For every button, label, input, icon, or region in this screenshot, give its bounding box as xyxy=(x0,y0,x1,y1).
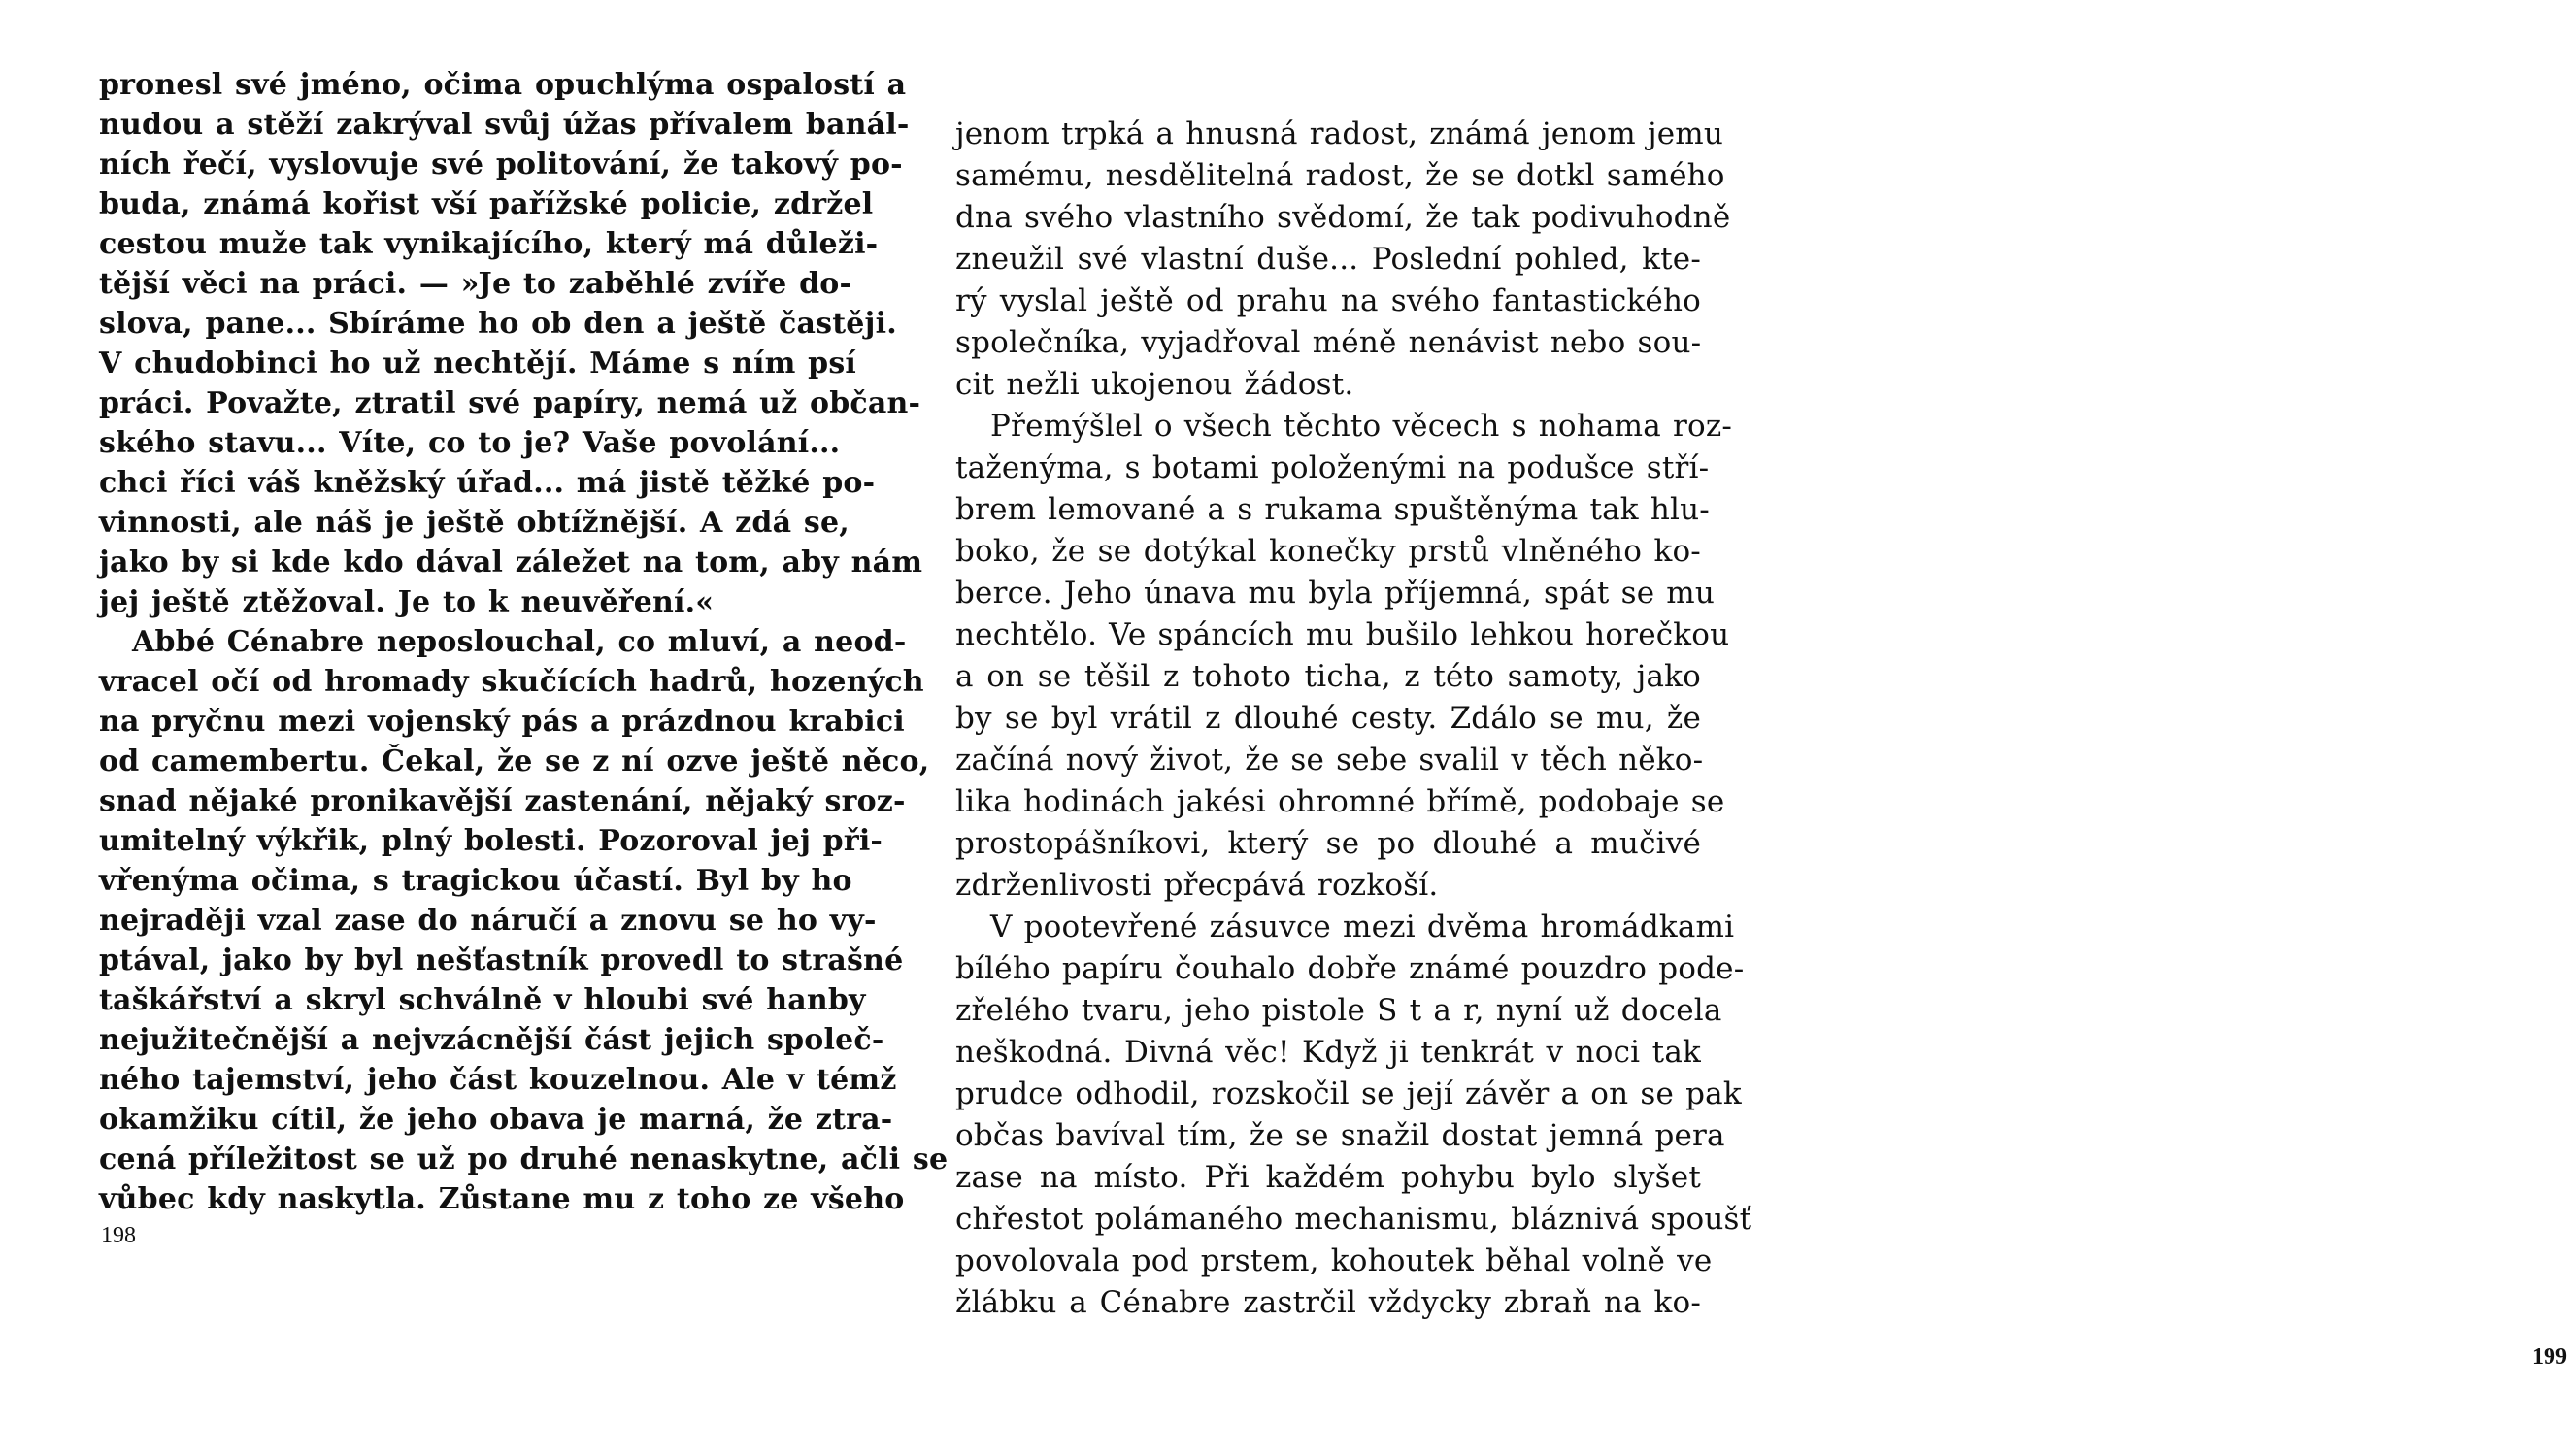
paragraph-start-line: Přemýšlel o všech těchto věcech s nohama roz- xyxy=(990,409,1733,444)
text-line: ného tajemství, jeho část kouzelnou. Ale v témž xyxy=(99,1063,897,1097)
paragraph-start-line: V pootevřené zásuvce mezi dvěma hromádkami xyxy=(990,910,1735,944)
text-line: a on se těšil z tohoto ticha, z této samoty, jako xyxy=(955,659,1701,694)
text-line: jenom trpká a hnusná radost, známá jenom jemu xyxy=(955,116,1724,151)
left-page xyxy=(0,0,949,1456)
text-line: nudou a stěží zakrýval svůj úžas přívalem banál- xyxy=(99,108,910,142)
page-number: 198 xyxy=(101,1223,136,1248)
text-line: nechtělo. Ve spáncích mu bušilo lehkou horečkou xyxy=(955,617,1730,652)
text-line: samému, nesdělitelná radost, že se dotkl samého xyxy=(955,158,1725,193)
text-line: tější věci na práci. — »Je to zaběhlé zvíře do- xyxy=(99,267,852,301)
text-line: povolovala pod prstem, kohoutek běhal volně ve xyxy=(955,1243,1713,1278)
text-line: zneužil své vlastní duše... Poslední pohled, kte- xyxy=(955,242,1701,277)
text-line: nejraději vzal zase do náručí a znovu se ho vy- xyxy=(99,904,877,938)
text-line: občas bavíval tím, že se snažil dostat jemná pera xyxy=(955,1118,1725,1153)
text-line: neškodná. Divná věc! Když ji tenkrát v noci tak xyxy=(955,1035,1701,1070)
text-line: prostopášníkovi, který se po dlouhé a mučivé xyxy=(955,826,1701,861)
right-page xyxy=(880,0,2567,1456)
text-line: společníka, vyjadřoval méně nenávist nebo sou- xyxy=(955,325,1702,360)
text-line: umitelný výkřik, plný bolesti. Pozoroval jej při- xyxy=(99,824,883,858)
text-line: od camembertu. Čekal, že se z ní ozve ještě něco, xyxy=(99,745,930,778)
text-line: lika hodinách jakési ohromné břímě, podobaje se xyxy=(955,784,1725,819)
text-line: dna svého vlastního svědomí, že tak podivuhodně xyxy=(955,200,1731,235)
text-line: ského stavu... Víte, co to je? Vaše povolání... xyxy=(99,426,841,460)
text-line: bílého papíru čouhalo dobře známé pouzdro pode- xyxy=(955,951,1745,986)
text-line: jako by si kde kdo dával záležet na tom, aby nám xyxy=(99,546,923,579)
text-line: práci. Považte, ztratil své papíry, nemá už občan- xyxy=(99,386,921,420)
text-line: žlábku a Cénabre zastrčil vždycky zbraň na ko- xyxy=(955,1285,1701,1320)
text-line: rý vyslal ještě od prahu na svého fantastického xyxy=(955,283,1701,318)
text-line: nejužitečnější a nejvzácnější část jejich společ- xyxy=(99,1023,884,1057)
text-line: prudce odhodil, rozskočil se její závěr a on se pak xyxy=(955,1076,1742,1111)
text-line: pronesl své jméno, očima opuchlýma ospalostí a xyxy=(99,68,907,102)
paragraph-end-line: jej ještě ztěžoval. Je to k neuvěření.« xyxy=(99,585,715,619)
text-line: slova, pane... Sbíráme ho ob den a ještě častěji. xyxy=(99,307,897,341)
text-line: vracel očí od hromady skučících hadrů, hozených xyxy=(99,665,924,699)
paragraph-end-line: zdrženlivosti přecpává rozkoší. xyxy=(955,868,1439,903)
text-line: brem lemované a s rukama spuštěnýma tak hlu- xyxy=(955,492,1710,527)
text-line: buda, známá kořist vší pařížské policie, zdržel xyxy=(99,187,874,221)
text-line: snad nějaké pronikavější zastenání, nějaký sroz- xyxy=(99,784,906,818)
text-line: chci říci váš kněžský úřad... má jistě těžké po- xyxy=(99,466,876,500)
text-line: chřestot polámaného mechanismu, bláznivá spoušť xyxy=(955,1202,1752,1237)
text-line: cená příležitost se už po druhé nenaskytne, ačli se xyxy=(99,1142,949,1176)
text-line: taženýma, s botami položenými na podušce stří- xyxy=(955,450,1710,485)
text-line: zřelého tvaru, jeho pistole S t a r, nyní už docela xyxy=(955,993,1722,1028)
text-line: berce. Jeho únava mu byla příjemná, spát se mu xyxy=(955,576,1716,611)
text-line: okamžiku cítil, že jeho obava je marná, že ztra- xyxy=(99,1103,893,1137)
text-line: vřenýma očima, s tragickou účastí. Byl by ho xyxy=(99,864,852,898)
text-line: ptával, jako by byl nešťastník provedl to strašné xyxy=(99,943,904,977)
text-line: na pryčnu mezi vojenský pás a prázdnou krabici xyxy=(99,705,905,739)
text-line: začíná nový život, že se sebe svalil v těch něko- xyxy=(955,743,1704,778)
text-line: by se byl vrátil z dlouhé cesty. Zdálo se mu, že xyxy=(955,701,1701,736)
text-line: vůbec kdy naskytla. Zůstane mu z toho ze všeho xyxy=(99,1182,905,1216)
text-line: taškářství a skryl schválně v hloubi své hanby xyxy=(99,983,866,1017)
page-number: 199 xyxy=(2532,1344,2567,1370)
text-line: zase na místo. Při každém pohybu bylo slyšet xyxy=(955,1160,1701,1195)
text-line: ních řečí, vyslovuje své politování, že takový po- xyxy=(99,148,903,182)
text-line: cestou muže tak vynikajícího, který má důleži- xyxy=(99,227,879,261)
paragraph-start-line: Abbé Cénabre neposlouchal, co mluví, a neod- xyxy=(132,625,907,659)
paragraph-end-line: cit nežli ukojenou žádost. xyxy=(955,367,1354,402)
text-line: V chudobinci ho už nechtějí. Máme s ním psí xyxy=(99,347,857,381)
text-line: boko, že se dotýkal konečky prstů vlněného ko- xyxy=(955,534,1701,569)
text-line: vinnosti, ale náš je ještě obtížnější. A zdá se, xyxy=(99,506,850,540)
